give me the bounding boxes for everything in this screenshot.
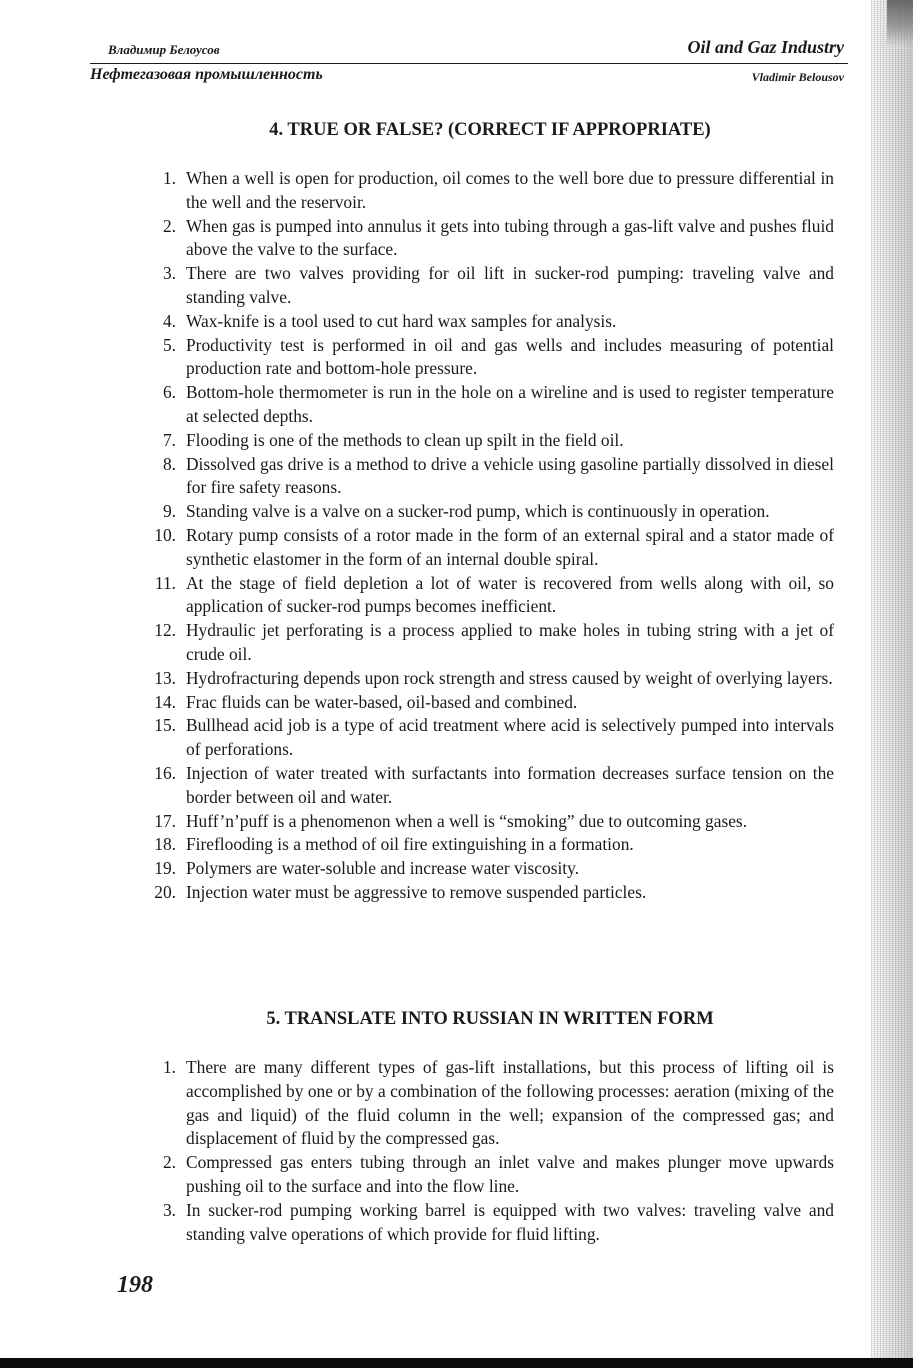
list-item [140,714,834,762]
item-text: Injection of water treated with surfactants into formation decreases surface tension on the border between oil and water. [186,762,834,807]
item-number: 11. [154,572,176,593]
item-number: 18. [154,834,176,855]
item-number: 10. [154,524,176,545]
item-number: 3. [162,1199,176,1220]
item-text: Injection water must be aggressive to remove suspended particles. [186,881,647,902]
running-header [90,38,848,88]
item-number: 14. [154,691,176,712]
item-number: 8. [162,453,176,474]
item-text: Standing valve is a valve on a sucker-rod pump, which is continuously in operation. [186,501,770,522]
item-number: 5. [162,334,176,355]
list-item [140,310,834,334]
section-5-title: 5. TRANSLATE INTO RUSSIAN IN WRITTEN FORM [266,1009,714,1029]
list-item [140,833,834,857]
item-text: Compressed gas enters tubing through an inlet valve and makes plunger move upwards pushing oil to the surface and into the flow line. [186,1152,834,1196]
page-number: 198 [117,1272,153,1298]
list-item [140,215,834,263]
item-text: Dissolved gas drive is a method to drive a vehicle using gasoline partially dissolved in diesel for fire safety reasons. [186,453,834,498]
translate-list [140,1056,834,1246]
list-item [140,1056,834,1151]
item-number: 17. [154,810,176,831]
item-number: 2. [162,1152,176,1173]
list-item [140,810,834,834]
item-text: Hydrofracturing depends upon rock strength and stress caused by weight of overlying layers. [186,667,833,688]
list-item [140,762,834,810]
header-rule [90,63,848,64]
item-text: Flooding is one of the methods to clean up spilt in the field oil. [186,429,624,450]
page-gutter-shadow [871,0,913,1368]
item-text: Fireflooding is a method of oil fire extinguishing in a formation. [186,834,634,855]
item-number: 1. [162,168,176,188]
list-item [140,262,834,310]
item-text: There are two valves providing for oil lift in sucker-rod pumping: traveling valve and standing valve. [186,263,834,307]
scan-bottom-edge [0,1358,913,1368]
item-number: 7. [162,429,176,450]
list-item [140,429,834,453]
item-number: 13. [154,667,176,688]
item-text: Rotary pump consists of a rotor made in the form of an external spiral and a stator made of synthetic elastomer in the form of an internal double spiral. [186,524,834,569]
item-number: 20. [154,881,176,902]
item-number: 15. [154,715,176,736]
list-item [140,667,834,691]
item-text: Bullhead acid job is a type of acid treatment where acid is selectively pumped into intervals of perforations. [186,715,834,760]
section-4-title: 4. TRUE OR FALSE? (CORRECT IF APPROPRIATE) [269,120,711,140]
header-title-en: Oil and Gaz Industry [687,37,844,57]
item-number: 4. [162,310,176,331]
header-author-ru: Владимир Белоусов [108,42,220,57]
item-number: 19. [154,858,176,879]
list-item [140,381,834,429]
item-text: Polymers are water-soluble and increase water viscosity. [186,858,580,879]
list-item [140,1199,834,1247]
true-false-list [140,167,834,905]
item-text: Bottom-hole thermometer is run in the hole on a wireline and is used to register temperature at selected depths. [186,382,834,426]
item-number: 9. [162,501,176,522]
item-text: In sucker-rod pumping working barrel is equipped with two valves: traveling valve and standing valve operations of which provide for fluid lifting. [186,1199,834,1244]
list-item [140,857,834,881]
item-text: There are many different types of gas-lift installations, but this process of lifting oil is accomplished by one or by a combination of the following processes: aeration (mixing of the gas and liquid) of the fluid column in the well; expansion of the compressed gas; and displacement of fluid by the compressed gas. [186,1057,834,1149]
item-number: 1. [162,1057,176,1077]
item-text: Frac fluids can be water-based, oil-based and combined. [186,691,578,712]
list-item [140,334,834,382]
list-item [140,691,834,715]
item-text: Wax-knife is a tool used to cut hard wax samples for analysis. [186,310,617,331]
item-number: 6. [162,382,176,403]
list-item [140,453,834,501]
item-text: At the stage of field depletion a lot of water is recovered from wells along with oil, so application of sucker-rod pumps becomes inefficient. [186,572,834,617]
header-author-en: Vladimir Belousov [751,70,844,84]
header-title-ru: Нефтегазовая промышленность [90,66,323,83]
list-item [140,1151,834,1199]
item-text: Productivity test is performed in oil and gas wells and includes measuring of potential production rate and bottom-hole pressure. [186,334,834,379]
list-item [140,167,834,215]
list-item [140,572,834,620]
item-text: Hydraulic jet perforating is a process applied to make holes in tubing string with a jet of crude oil. [186,620,834,664]
item-number: 2. [162,215,176,236]
item-text: When gas is pumped into annulus it gets into tubing through a gas-lift valve and pushes fluid above the valve to the surface. [186,215,834,260]
page-corner-shadow [887,0,913,46]
item-text: When a well is open for production, oil comes to the well bore due to pressure differential in the well and the reservoir. [186,168,834,212]
item-text: Huff’n’puff is a phenomenon when a well is “smoking” due to outcoming gases. [186,810,748,831]
list-item [140,881,834,905]
item-number: 3. [162,263,176,284]
list-item [140,619,834,667]
list-item [140,524,834,572]
item-number: 12. [154,620,176,641]
item-number: 16. [154,762,176,783]
list-item [140,500,834,524]
